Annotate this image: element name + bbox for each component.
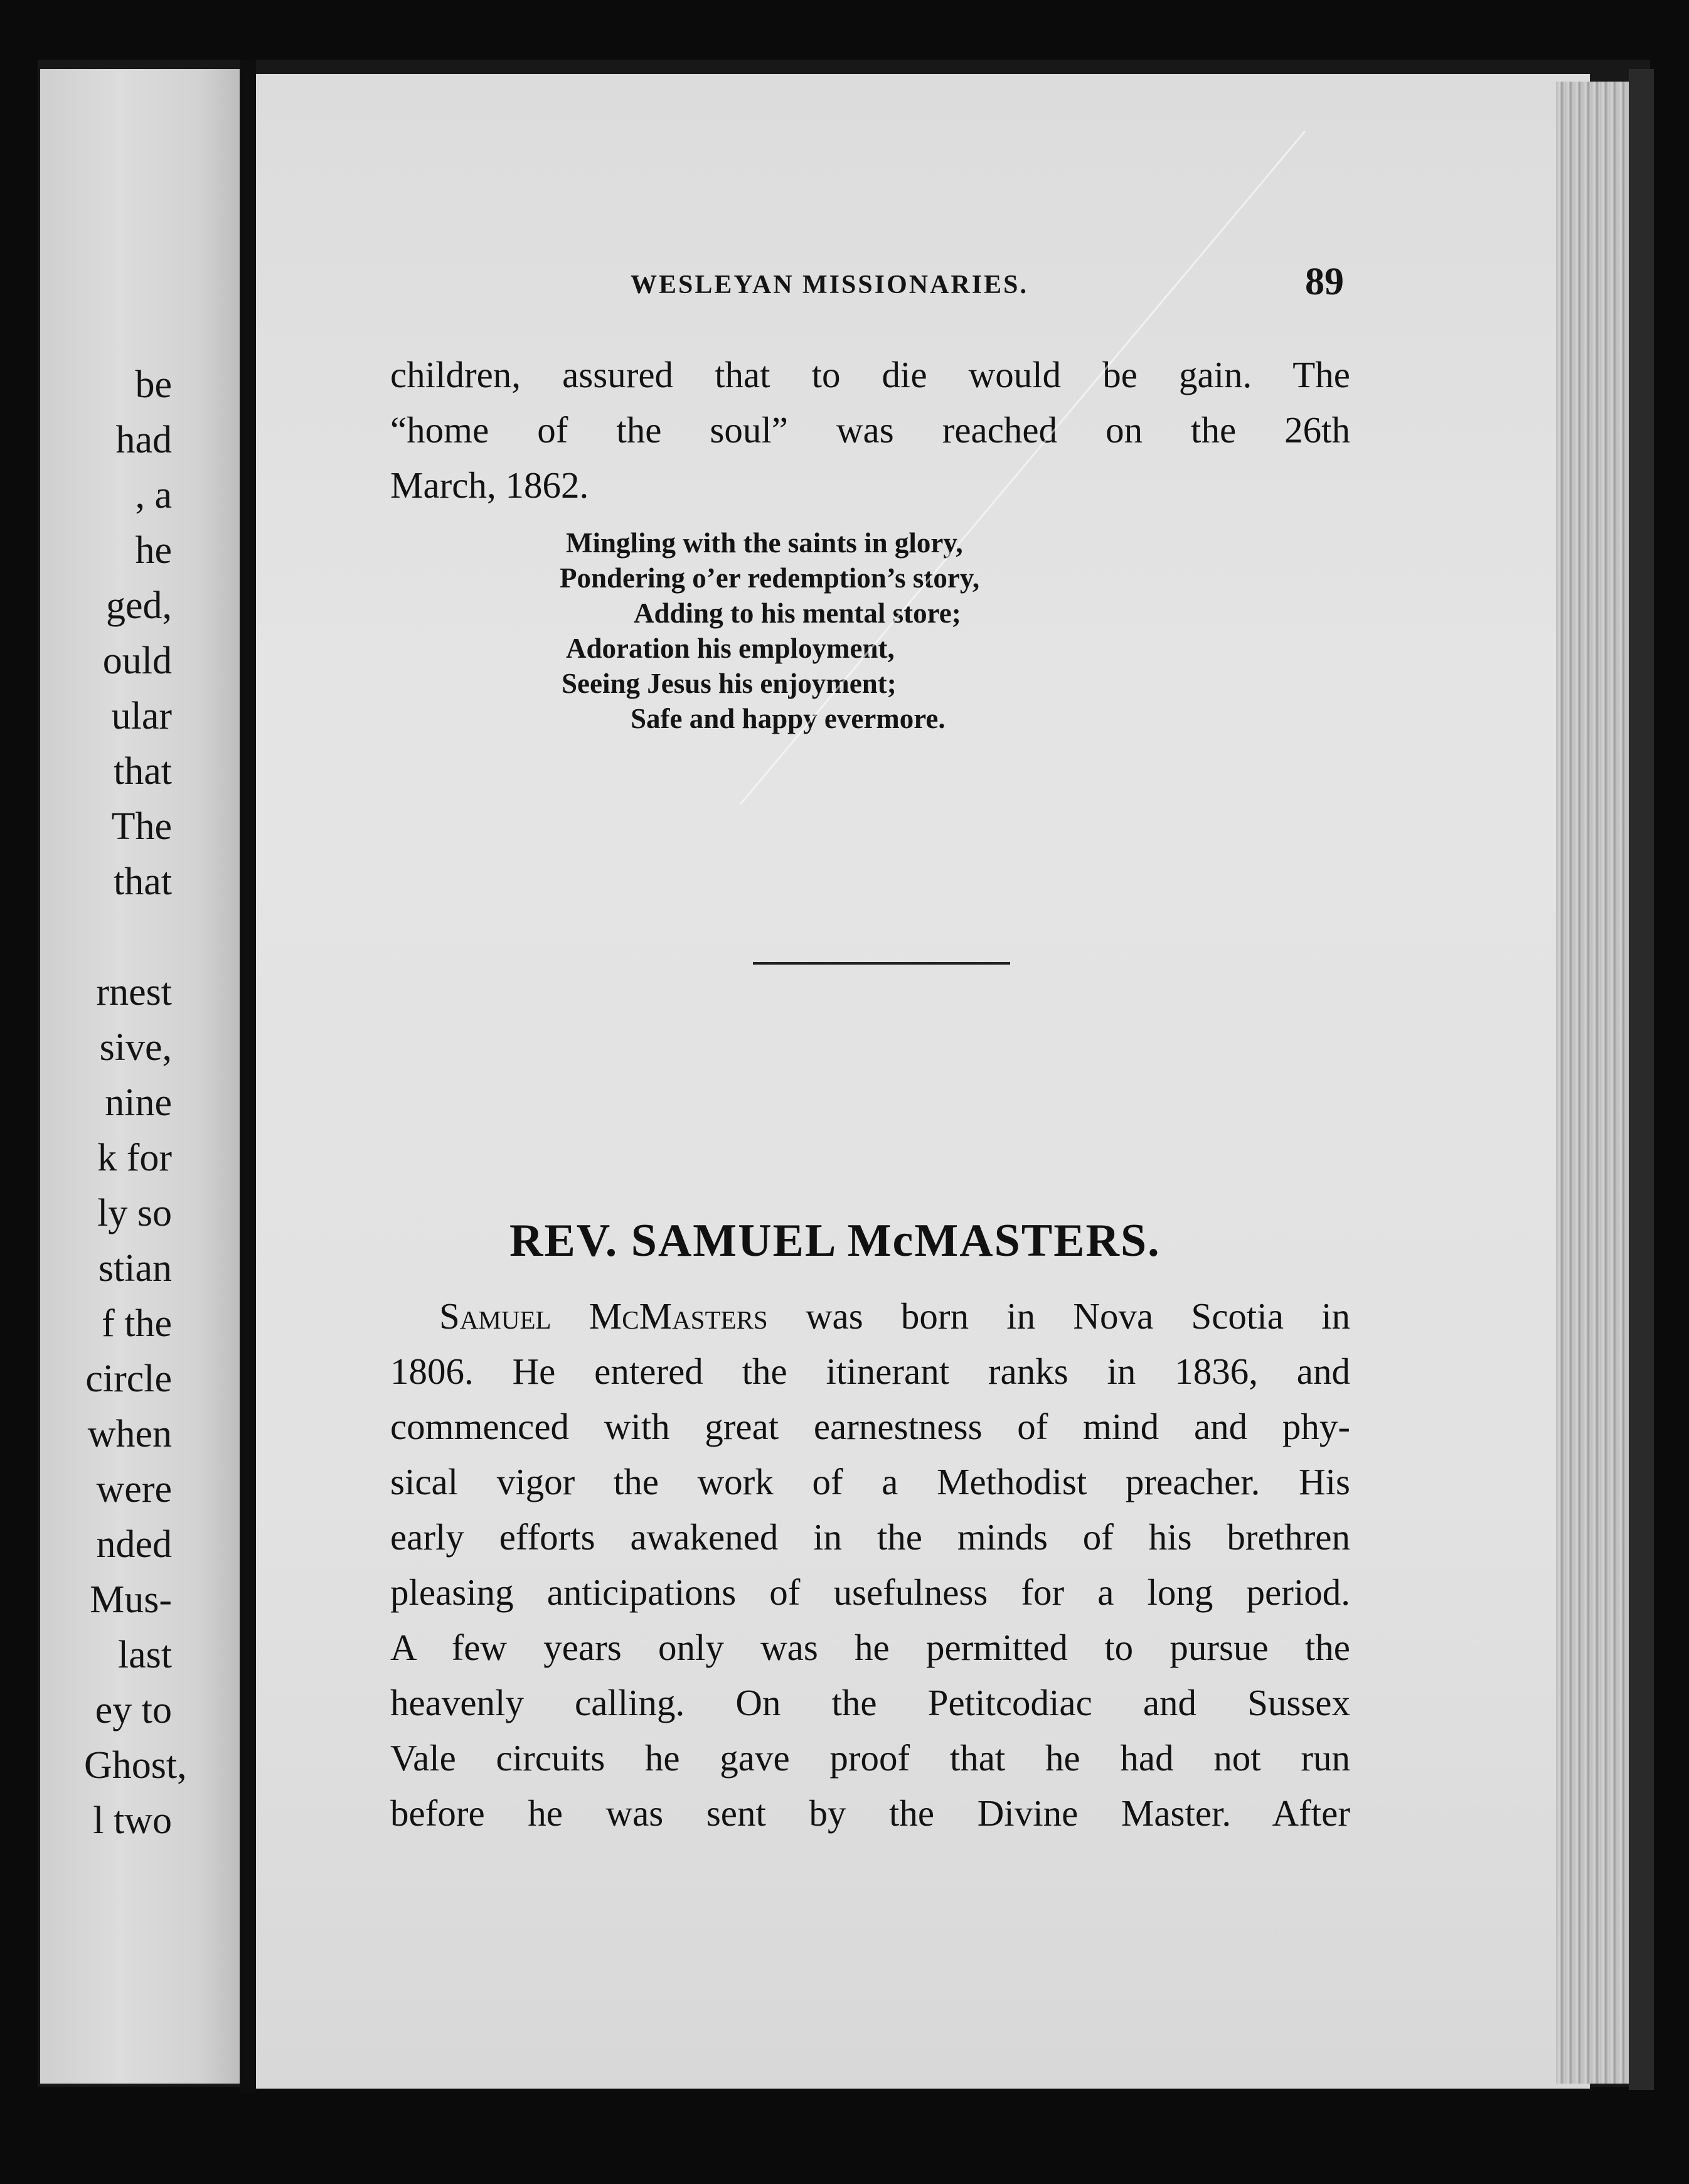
fragment-line: sive, [99,1026,172,1069]
first-line-rest: was born in Nova Scotia in [767,1295,1350,1337]
page-stack-edges [1556,82,1631,2084]
poem-line: Pondering o’er redemption’s story, [560,562,980,594]
fragment-line: l two [93,1799,172,1842]
fragment-line: , a [135,474,172,517]
body-line: March, 1862. [390,464,589,506]
body-line: early efforts awakened in the minds of his brethren [390,1516,1350,1558]
body-line: Vale circuits he gave proof that he had not run [390,1737,1350,1779]
fragment-line: that [114,860,172,903]
fragment-line: k for [97,1137,172,1179]
fragment-line: he [135,529,172,572]
poem-line: Safe and happy evermore. [631,703,946,734]
section-divider [753,962,1010,965]
fragment-line: The [111,805,172,848]
body-line: “home of the soul” was reached on the 26th [390,409,1350,451]
poem-line: Adoration his employment, [566,633,895,664]
body-line: before he was sent by the Divine Master. After [390,1792,1350,1834]
poem-line: Seeing Jesus his enjoyment; [562,668,897,699]
fragment-line: ey to [95,1689,172,1732]
fragment-line: when [87,1413,172,1455]
fragment-line: that [114,750,172,793]
body-line: children, assured that to die would be gain. The [390,354,1350,395]
fragment-line: were [96,1468,172,1511]
body-line: commenced with great earnestness of mind and phy- [390,1406,1350,1447]
fragment-line: Ghost, [84,1744,187,1787]
body-line: heavenly calling. On the Petitcodiac and Sussex [390,1682,1350,1723]
poem-line: Adding to his mental store; [634,597,961,629]
fragment-line: ould [102,640,172,682]
body-line: 1806. He entered the itinerant ranks in 1836, and [390,1351,1350,1392]
lead-name: Samuel McMasters [439,1295,768,1337]
page-number: 89 [1305,260,1344,303]
body-line: A few years only was he permitted to pursue the [390,1627,1350,1668]
body-line: sical vigor the work of a Methodist preacher. His [390,1461,1350,1502]
section-title: REV. SAMUEL McMASTERS. [509,1215,1161,1266]
fragment-line: ged, [105,584,172,627]
fragment-line: circle [85,1357,172,1400]
previous-page-edge [40,69,240,2084]
fragment-line: rnest [96,971,172,1014]
fragment-line: last [117,1634,172,1676]
fragment-line: ular [111,695,172,737]
fragment-line: nded [96,1523,172,1566]
poem-line: Mingling with the saints in glory, [566,527,963,559]
fragment-line: be [135,363,172,406]
book-gutter [240,60,256,2093]
running-header: WESLEYAN MISSIONARIES. [631,270,1028,299]
fragment-line: had [115,419,172,461]
fragment-line: stian [98,1247,172,1290]
body-line [439,1295,1350,1337]
fragment-line: ly so [97,1192,172,1234]
fragment-line: f the [102,1302,172,1345]
fragment-line: Mus- [90,1578,172,1621]
right-edge-shadow [1629,69,1654,2090]
body-line: pleasing anticipations of usefulness for a long period. [390,1571,1350,1613]
fragment-line: nine [105,1081,172,1124]
